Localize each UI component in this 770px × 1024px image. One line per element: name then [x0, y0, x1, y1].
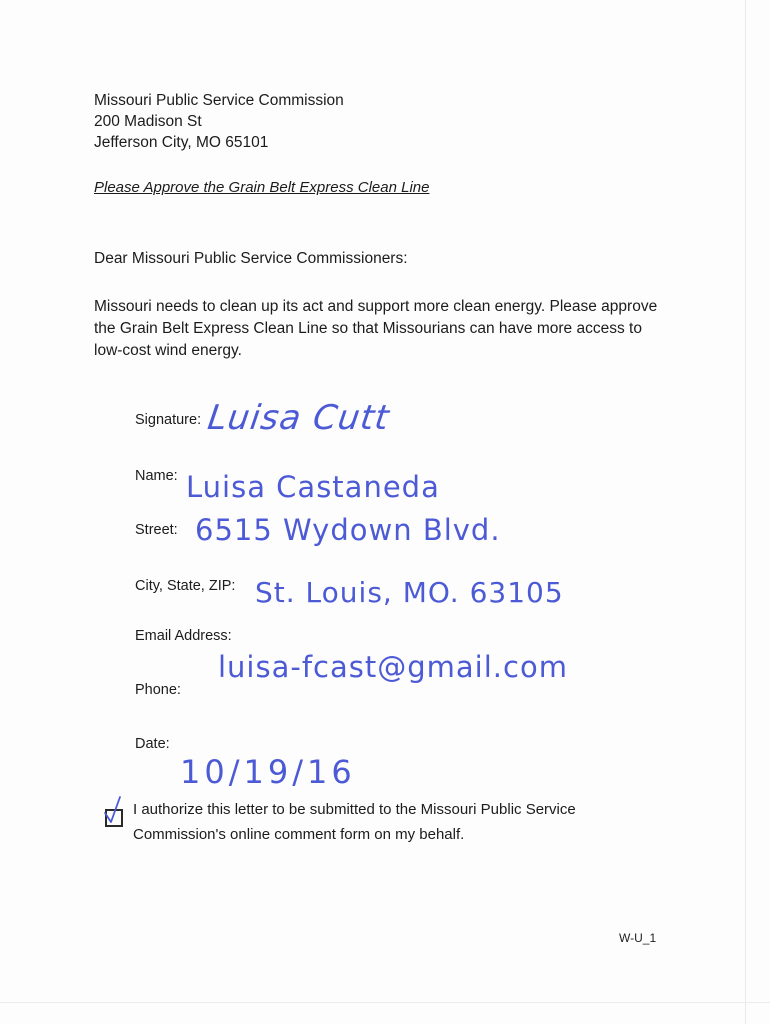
address-line-3: Jefferson City, MO 65101 — [94, 134, 269, 151]
handwritten-name: Luisa Castaneda — [186, 470, 440, 504]
handwritten-city-state-zip: St. Louis, MO. 63105 — [255, 576, 564, 609]
address-line-1: Missouri Public Service Commission — [94, 92, 344, 109]
page-edge-bottom — [0, 1002, 770, 1003]
address-line-2: 200 Madison St — [94, 113, 202, 130]
document-code: W-U_1 — [619, 931, 657, 945]
page-edge-right — [745, 0, 746, 1024]
letter-body: Missouri needs to clean up its act and support more clean energy. Please approve the Grain Belt Express Clean Line so that Missourians can have more access to low-cost wind energy. — [94, 298, 658, 359]
email-label: Email Address: — [135, 628, 232, 644]
handwritten-date: 10/19/16 — [180, 753, 356, 791]
subject-line: Please Approve the Grain Belt Express Clean Line — [94, 179, 430, 196]
handwritten-street: 6515 Wydown Blvd. — [195, 513, 501, 547]
name-label: Name: — [135, 468, 178, 484]
salutation: Dear Missouri Public Service Commissioners: — [94, 250, 408, 267]
phone-label: Phone: — [135, 682, 181, 698]
signature-label: Signature: — [135, 412, 202, 428]
city-state-zip-label: City, State, ZIP: — [135, 578, 236, 594]
recipient-address — [94, 90, 344, 153]
authorization-text: I authorize this letter to be submitted to the Missouri Public Service Commission's online comment form on my behalf. — [133, 801, 576, 843]
date-label: Date: — [135, 736, 170, 752]
handwritten-signature: Luisa Cutt — [205, 398, 393, 438]
street-label: Street: — [135, 522, 178, 538]
check-mark-icon — [102, 795, 124, 827]
handwritten-email: luisa-fcast@gmail.com — [218, 650, 568, 684]
